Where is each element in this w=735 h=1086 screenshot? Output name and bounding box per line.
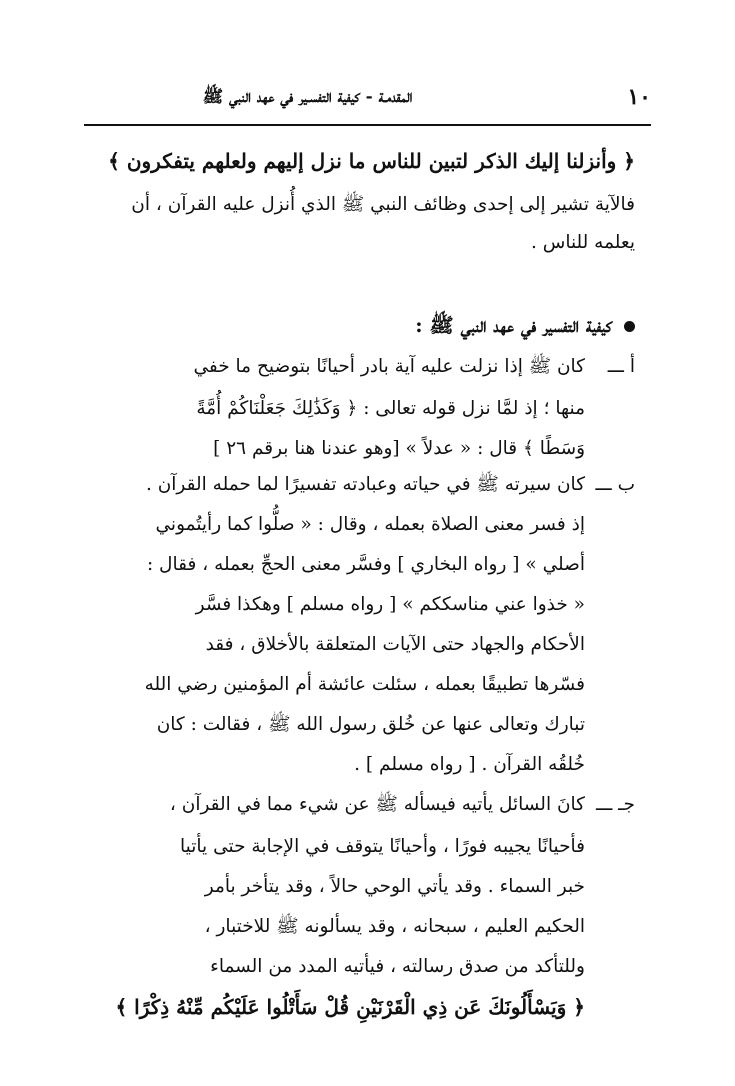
- item-c-line: كانَ السائل يأتيه فيسأله ﷺ عن شيء مما في القرآن ،: [169, 794, 585, 815]
- paragraph-line: يعلمه للناس .: [530, 232, 635, 253]
- quran-verse-item-c: ﴿ وَيَسْأَلُونَكَ عَن ذِي الْقَرْنَيْنِ قُلْ سَأَتْلُوا عَلَيْكُم مِّنْهُ ذِكْرًا ﴾: [115, 995, 585, 1019]
- item-a-line: منها ؛ إذ لمَّا نزل قوله تعالى : ﴿ وَكَذَٰلِكَ جَعَلْنَاكُمْ أُمَّةً: [196, 398, 585, 419]
- item-b-line: الأحكام والجهاد حتى الآيات المتعلقة بالأخلاق ، فقد: [205, 634, 585, 655]
- item-a-line: كان ﷺ إذا نزلت عليه آية بادر أحيانًا بتوضيح ما خفي: [193, 356, 585, 377]
- item-b-line: فسّرها تطبيقًا بعمله ، سئلت عائشة أم المؤمنين رضي الله: [144, 674, 585, 695]
- paragraph-line: فالآية تشير إلى إحدى وظائف النبي ﷺ الذي أُنزل عليه القرآن ، أن: [131, 194, 635, 215]
- header-rule: [84, 124, 651, 126]
- item-c-line: فأحيانًا يجيبه فورًا ، وأحيانًا يتوقف في الإجابة حتى يأتيا: [180, 836, 585, 857]
- item-b-line: كان سيرته ﷺ في حياته وعبادته تفسيرًا لما حمله القرآن .: [145, 474, 585, 495]
- item-a-marker: أ ـــ: [607, 356, 635, 377]
- item-c-marker: جـ ـــ: [596, 794, 635, 815]
- item-c-line: خبر السماء . وقد يأتي الوحي حالاً ، وقد يتأخر بأمر: [204, 876, 585, 897]
- item-c-line: وللتأكد من صدق رسالته ، فيأتيه المدد من السماء: [210, 956, 585, 977]
- item-c-line: الحكيم العليم ، سبحانه ، وقد يسألونه ﷺ للاختبار ،: [204, 916, 585, 937]
- section-heading: [415, 310, 635, 340]
- page-header: [84, 82, 651, 114]
- item-b-line: خُلقُه القرآن . [ رواه مسلم ] .: [354, 754, 585, 775]
- quran-verse-intro: ﴿ وأنزلنا إليك الذكر لتبين للناس ما نزل إليهم ولعلهم يتفكرون ﴾: [108, 149, 635, 173]
- running-title: المقدمـة - كيفية التفسـير في عهد النبي ﷺ: [202, 87, 413, 107]
- page-number: ١٠: [627, 84, 651, 110]
- bullet-icon: [624, 321, 635, 332]
- section-heading-text: كيفية التفسير في عهد النبي ﷺ :: [415, 313, 612, 337]
- item-b-marker: ب ـــ: [595, 474, 635, 495]
- item-b-line: إذ فسر معنى الصلاة بعمله ، وقال : « صلُّوا كما رأيتُموني: [155, 514, 585, 535]
- item-b-line: أصلي » [ رواه البخاري ] وفسَّر معنى الحجِّ بعمله ، فقال :: [146, 554, 585, 575]
- item-a-line: وَسَطًا ﴾ قال : « عدلاً » [وهو عندنا هنا برقم ٢٦ ]: [213, 438, 585, 459]
- item-b-line: تبارك وتعالى عنها عن خُلق رسول الله ﷺ ، فقالت : كان: [156, 714, 585, 735]
- item-b-line: « خذوا عني مناسككم » [ رواه مسلم ] وهكذا فسَّر: [195, 594, 585, 615]
